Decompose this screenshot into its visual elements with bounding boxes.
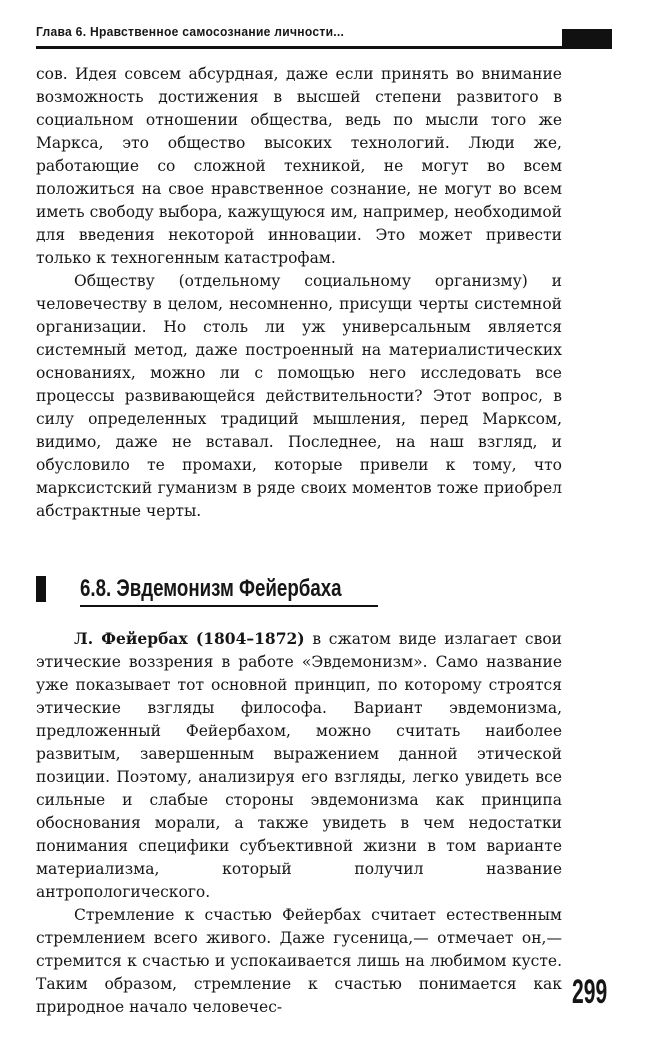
page-number: 299 [572,973,608,1011]
text-block-section [36,627,562,1019]
author-name: Л. Фейербах (1804–1872) [74,629,305,648]
section-marker [36,576,46,602]
text-block-top [36,63,562,523]
paragraph: Стремление к счастью Фейербах считает естественным стремлением всего живого. Даже гусеница,— отмечает он,— стремится к счастью и успокаивается лишь на любимом кусте. Таким образом, стремление к счастью понимается как природное начало человечес- [36,906,562,1016]
paragraph: сов. Идея совсем абсурдная, даже если принять во внимание возможность достижения в высшей степени развитого в социальном отношении общества, ведь по мысли того же Маркса, это общество высоких технологий. Люди же, работающие со сложной техникой, не могут во всем положиться на свое нравственное сознание, не могут во всем иметь свободу выбора, кажущуюся им, например, необходимой для введения некоторой инновации. Это может привести только к техногенным катастрофам. [36,65,562,267]
section-rule [80,605,378,607]
section-heading [36,574,562,608]
paragraph-text: в сжатом виде излагает свои этические воззрения в работе «Эвдемонизм». Само название уже показывает тот основной принцип, по которому строятся этические взгляды философа. Вариант эвдемонизма, предложенный Фейербахом, можно считать наиболее развитым, завершенным выражением данной этической позиции. Поэтому, анализируя его взгляды, легко увидеть все сильные и слабые стороны эвдемонизма как принципа обоснования морали, а также увидеть в чем недостатки понимания специфики субъективной жизни в том варианте материализма, который получил название антропологического. [36,630,562,901]
header-rule [36,46,612,49]
paragraph: Обществу (отдельному социальному организму) и человечеству в целом, несомненно, присущи черты системной организации. Но столь ли уж универсальным является системный метод, даже построенный на материалистических основаниях, можно ли с помощью него исследовать все процессы развивающейся действительности? Этот вопрос, в силу определенных традиций мышления, перед Марксом, видимо, даже не вставал. Последнее, на наш взгляд, и обусловило те промахи, которые привели к тому, что марксистский гуманизм в ряде своих моментов тоже приобрел абстрактные черты. [36,272,562,520]
section-title: 6.8. Эвдемонизм Фейербаха [80,575,342,602]
running-header [36,20,612,50]
paragraph [36,627,562,904]
running-title: Глава 6. Нравственное самосознание личности... [36,24,345,39]
